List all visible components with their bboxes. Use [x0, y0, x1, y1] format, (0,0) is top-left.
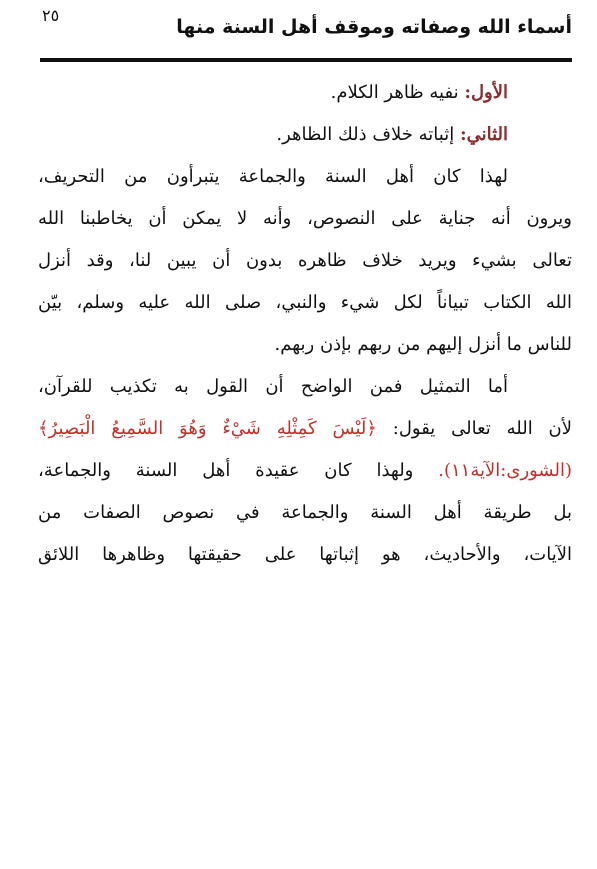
text-line: لهذا كان أهل السنة والجماعة يتبرأون من التحريف،: [38, 166, 508, 187]
text-line: الله الكتاب تبياناً لكل شيء والنبي، صلى الله عليه وسلم، بيّن: [38, 292, 572, 313]
header-rule: [40, 58, 572, 62]
page-number: ٢٥: [42, 6, 60, 25]
point-label-first: الأول:: [464, 82, 508, 103]
point-text-first: نفيه ظاهر الكلام.: [330, 82, 465, 103]
page-header: [40, 6, 572, 56]
text-line: أما التمثيل فمن الواضح أن القول به تكذيب للقرآن،: [38, 376, 508, 397]
text-line: بل طريقة أهل السنة والجماعة في نصوص الصفات من: [38, 502, 572, 523]
point-label-second: الثاني:: [459, 124, 508, 145]
point-text-second: إثباته خلاف ذلك الظاهر.: [276, 124, 460, 145]
running-title: أسماء الله وصفاته وموقف أهل السنة منها: [176, 16, 572, 38]
text-line-second-point: [38, 114, 572, 156]
quran-verse: ﴿لَيْسَ كَمِثْلِهِ شَيْءٌ وَهُوَ السَّمِيعُ الْبَصِيرُ﴾: [38, 418, 377, 439]
body-text: [38, 72, 572, 576]
text-line: للناس ما أنزل إليهم من ربهم بإذن ربهم.: [274, 334, 572, 355]
text-line: الآيات، والأحاديث، هو إثباتها على حقيقتها وظاهرها اللائق: [38, 544, 572, 565]
reference-continuation: ولهذا كان عقيدة أهل السنة والجماعة،: [38, 460, 439, 481]
text-line-with-reference: [38, 450, 572, 492]
text-line-with-verse: [38, 408, 572, 450]
text-line: ويرون أنه جناية على النصوص، وأنه لا يمكن أن يخاطبنا الله: [38, 208, 572, 229]
verse-intro: لأن الله تعالى يقول:: [376, 418, 572, 439]
text-line-first-point: [38, 72, 572, 114]
text-line: تعالى بشيء ويريد خلاف ظاهره بدون أن يبين لنا، وقد أنزل: [38, 250, 572, 271]
verse-reference: (الشورى:الآية١١).: [438, 460, 572, 481]
